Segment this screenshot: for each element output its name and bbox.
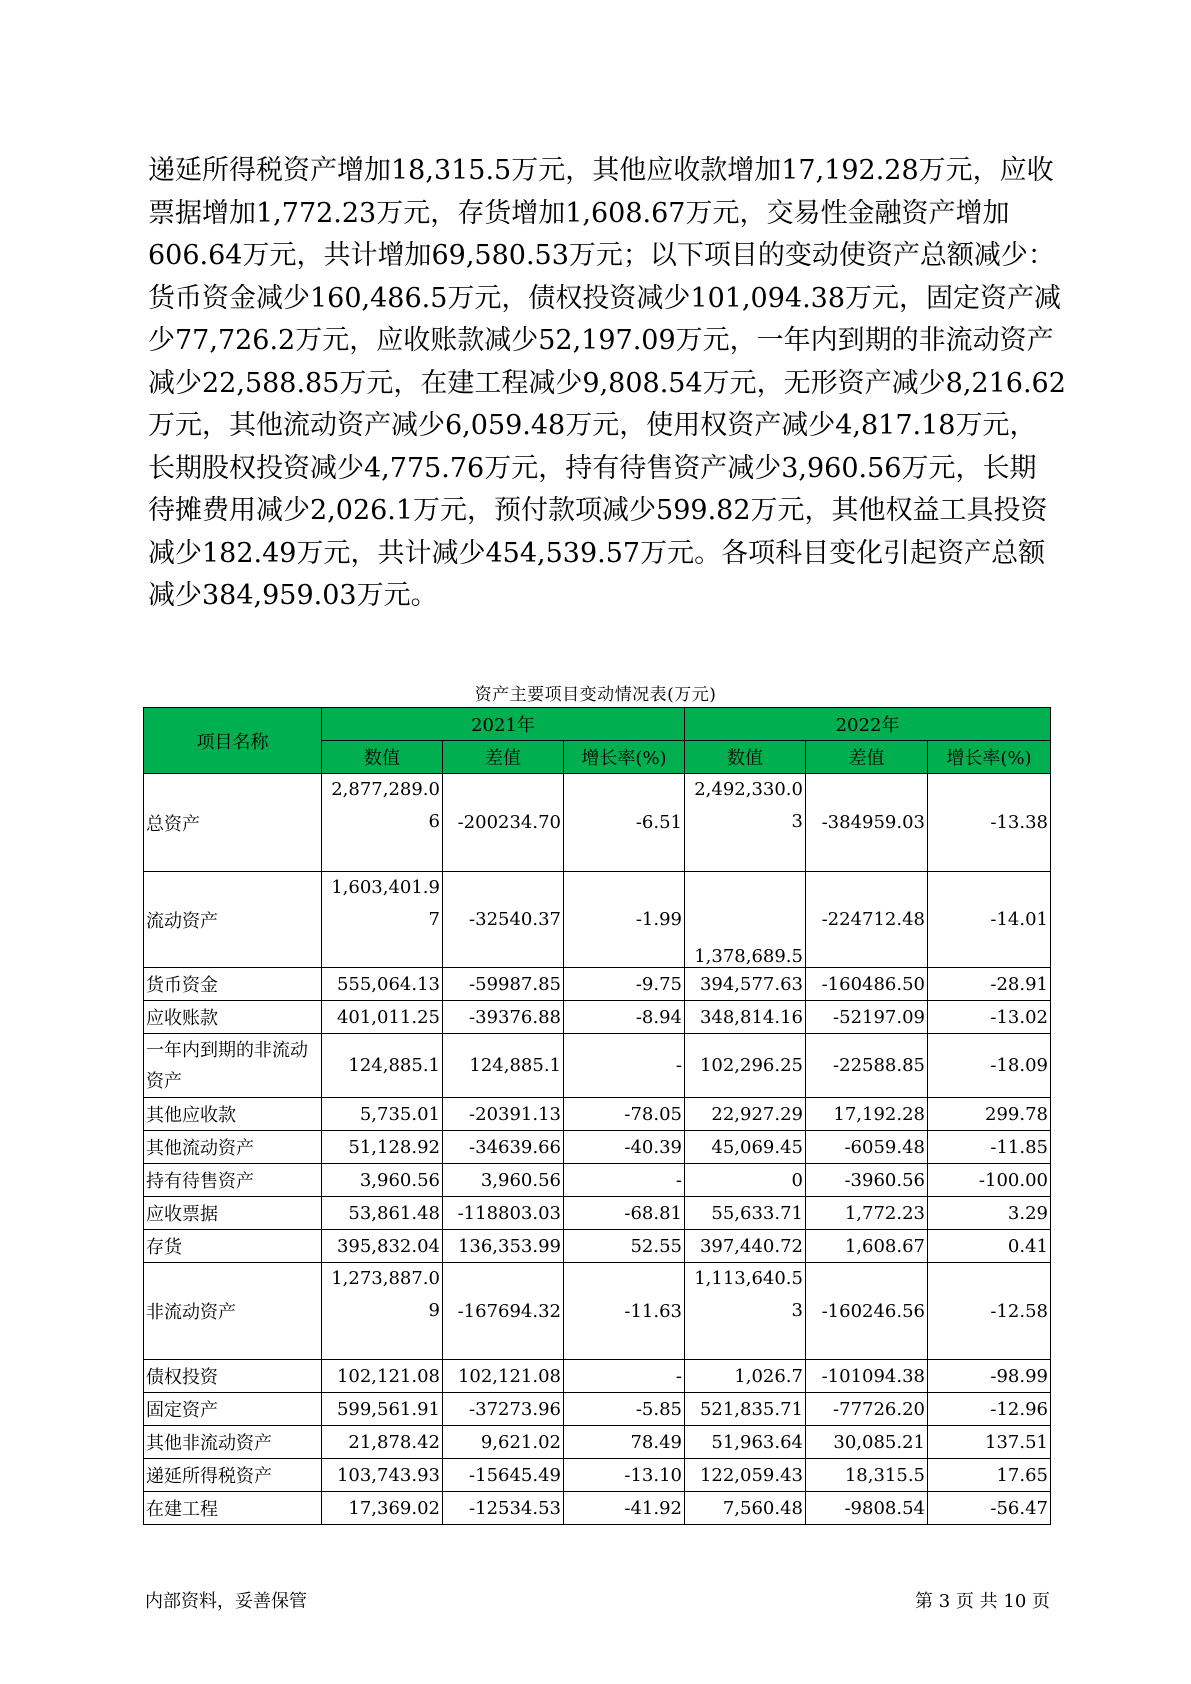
table-row (144, 1263, 1051, 1360)
table-caption: 资产主要项目变动情况表(万元) (474, 685, 717, 705)
cell-value-2022: 122,059.43 (685, 1459, 806, 1492)
cell-value-2021: 395,832.04 (322, 1230, 443, 1263)
header-growth: 增长率(%) (564, 741, 685, 774)
table-row (144, 968, 1051, 1001)
cell-diff-2021: -37273.96 (443, 1393, 564, 1426)
footer-confidential-note: 内部资料，妥善保管 (145, 1591, 307, 1612)
cell-growth-2021: -40.39 (564, 1131, 685, 1164)
cell-growth-2021: 52.55 (564, 1230, 685, 1263)
cell-value-2022: 397,440.72 (685, 1230, 806, 1263)
cell-growth-2021: - (564, 1034, 685, 1098)
table-row (144, 872, 1051, 968)
cell-value-2021: 53,861.48 (322, 1197, 443, 1230)
asset-change-table (143, 707, 1051, 1525)
cell-growth-2021: -8.94 (564, 1001, 685, 1034)
table-row (144, 1098, 1051, 1131)
cell-diff-2021: -15645.49 (443, 1459, 564, 1492)
row-name: 应收账款 (144, 1001, 322, 1034)
cell-diff-2022: -384959.03 (806, 774, 928, 872)
cell-growth-2021: -68.81 (564, 1197, 685, 1230)
cell-diff-2021: -34639.66 (443, 1131, 564, 1164)
cell-value-2022: 1,113,640.53 (685, 1263, 806, 1360)
cell-value-2022: 2,492,330.03 (685, 774, 806, 872)
cell-value-2021: 102,121.08 (322, 1360, 443, 1393)
header-diff: 差值 (443, 741, 564, 774)
row-name: 总资产 (144, 774, 322, 872)
cell-value-2021: 21,878.42 (322, 1426, 443, 1459)
footer-page-number: 第 3 页 共 10 页 (915, 1591, 1050, 1612)
paragraph-line: 万元，其他流动资产减少6,059.48万元，使用权资产减少4,817.18万元， (148, 410, 1037, 441)
cell-diff-2022: 1,608.67 (806, 1230, 928, 1263)
cell-value-2022: 51,963.64 (685, 1426, 806, 1459)
cell-diff-2021: 102,121.08 (443, 1360, 564, 1393)
row-name: 固定资产 (144, 1393, 322, 1426)
cell-diff-2021: -20391.13 (443, 1098, 564, 1131)
cell-growth-2022: -12.96 (928, 1393, 1051, 1426)
table-row (144, 1197, 1051, 1230)
cell-growth-2021: - (564, 1164, 685, 1197)
table-row (144, 1426, 1051, 1459)
cell-value-2022: 102,296.25 (685, 1034, 806, 1098)
cell-value-2021: 103,743.93 (322, 1459, 443, 1492)
cell-diff-2022: -52197.09 (806, 1001, 928, 1034)
cell-value-2022: 22,927.29 (685, 1098, 806, 1131)
cell-diff-2021: 136,353.99 (443, 1230, 564, 1263)
cell-growth-2021: - (564, 1360, 685, 1393)
paragraph-line: 长期股权投资减少4,775.76万元，持有待售资产减少3,960.56万元，长期 (148, 452, 1037, 484)
cell-growth-2021: -78.05 (564, 1098, 685, 1131)
cell-growth-2022: 17.65 (928, 1459, 1051, 1492)
row-name: 流动资产 (144, 872, 322, 968)
cell-growth-2022: -14.01 (928, 872, 1051, 968)
cell-value-2021: 51,128.92 (322, 1131, 443, 1164)
cell-value-2021: 2,877,289.06 (322, 774, 443, 872)
cell-value-2022: 521,835.71 (685, 1393, 806, 1426)
cell-value-2021: 1,273,887.09 (322, 1263, 443, 1360)
cell-value-2021: 3,960.56 (322, 1164, 443, 1197)
cell-diff-2021: 124,885.1 (443, 1034, 564, 1098)
row-name: 非流动资产 (144, 1263, 322, 1360)
header-value: 数值 (322, 741, 443, 774)
cell-diff-2021: 9,621.02 (443, 1426, 564, 1459)
cell-value-2022: 394,577.63 (685, 968, 806, 1001)
cell-growth-2022: -13.38 (928, 774, 1051, 872)
table-row (144, 1393, 1051, 1426)
paragraph-line: 减少384,959.03万元。 (148, 580, 438, 611)
cell-growth-2021: -6.51 (564, 774, 685, 872)
row-name: 存货 (144, 1230, 322, 1263)
header-diff: 差值 (806, 741, 928, 774)
cell-growth-2021: -41.92 (564, 1492, 685, 1525)
cell-value-2021: 1,603,401.97 (322, 872, 443, 968)
cell-value-2022: 7,560.48 (685, 1492, 806, 1525)
header-growth: 增长率(%) (928, 741, 1051, 774)
cell-growth-2022: 3.29 (928, 1197, 1051, 1230)
cell-value-2021: 555,064.13 (322, 968, 443, 1001)
row-name: 应收票据 (144, 1197, 322, 1230)
cell-growth-2021: -11.63 (564, 1263, 685, 1360)
cell-diff-2022: -6059.48 (806, 1131, 928, 1164)
cell-diff-2021: -118803.03 (443, 1197, 564, 1230)
row-name: 其他流动资产 (144, 1131, 322, 1164)
paragraph-line: 票据增加1,772.23万元，存货增加1,608.67万元，交易性金融资产增加 (148, 197, 1010, 229)
table-row (144, 1001, 1051, 1034)
row-name: 递延所得税资产 (144, 1459, 322, 1492)
cell-growth-2021: -5.85 (564, 1393, 685, 1426)
cell-diff-2021: -12534.53 (443, 1492, 564, 1525)
cell-diff-2022: -160486.50 (806, 968, 928, 1001)
cell-diff-2022: 1,772.23 (806, 1197, 928, 1230)
cell-diff-2021: -32540.37 (443, 872, 564, 968)
cell-diff-2022: 17,192.28 (806, 1098, 928, 1131)
paragraph-line: 待摊费用减少2,026.1万元，预付款项减少599.82万元，其他权益工具投资 (148, 495, 1048, 526)
row-name: 货币资金 (144, 968, 322, 1001)
cell-growth-2022: 137.51 (928, 1426, 1051, 1459)
cell-value-2022: 1,026.7 (685, 1360, 806, 1393)
cell-value-2022: 0 (685, 1164, 806, 1197)
cell-growth-2021: 78.49 (564, 1426, 685, 1459)
cell-diff-2022: -9808.54 (806, 1492, 928, 1525)
cell-growth-2022: -18.09 (928, 1034, 1051, 1098)
cell-growth-2022: -98.99 (928, 1360, 1051, 1393)
cell-diff-2021: 3,960.56 (443, 1164, 564, 1197)
cell-growth-2022: 0.41 (928, 1230, 1051, 1263)
row-name: 在建工程 (144, 1492, 322, 1525)
paragraph-line: 减少22,588.85万元，在建工程减少9,808.54万元，无形资产减少8,216.62 (148, 367, 1066, 399)
cell-value-2022: 1,378,689.5 (685, 872, 806, 968)
cell-growth-2021: -13.10 (564, 1459, 685, 1492)
paragraph-line: 减少182.49万元，共计减少454,539.57万元。各项科目变化引起资产总额 (148, 537, 1046, 569)
table-row (144, 774, 1051, 872)
row-name: 其他应收款 (144, 1098, 322, 1131)
cell-diff-2022: 18,315.5 (806, 1459, 928, 1492)
paragraph-line: 606.64万元，共计增加69,580.53万元；以下项目的变动使资产总额减少： (148, 240, 1055, 271)
cell-growth-2021: -1.99 (564, 872, 685, 968)
cell-value-2021: 124,885.1 (322, 1034, 443, 1098)
paragraph-line: 少77,726.2万元，应收账款减少52,197.09万元，一年内到期的非流动资产 (148, 325, 1054, 356)
cell-value-2021: 599,561.91 (322, 1393, 443, 1426)
table-row (144, 1360, 1051, 1393)
cell-diff-2022: -160246.56 (806, 1263, 928, 1360)
table-row (144, 1131, 1051, 1164)
cell-growth-2022: 299.78 (928, 1098, 1051, 1131)
cell-diff-2022: 30,085.21 (806, 1426, 928, 1459)
cell-diff-2021: -200234.70 (443, 774, 564, 872)
cell-value-2022: 348,814.16 (685, 1001, 806, 1034)
row-name: 其他非流动资产 (144, 1426, 322, 1459)
table-row (144, 1164, 1051, 1197)
cell-diff-2022: -22588.85 (806, 1034, 928, 1098)
row-name: 一年内到期的非流动资产 (144, 1034, 322, 1098)
row-name: 债权投资 (144, 1360, 322, 1393)
cell-growth-2022: -13.02 (928, 1001, 1051, 1034)
paragraph-line: 递延所得税资产增加18,315.5万元，其他应收款增加17,192.28万元，应收 (148, 155, 1054, 186)
cell-growth-2022: -100.00 (928, 1164, 1051, 1197)
row-name: 持有待售资产 (144, 1164, 322, 1197)
cell-growth-2022: -12.58 (928, 1263, 1051, 1360)
cell-diff-2021: -59987.85 (443, 968, 564, 1001)
cell-value-2021: 5,735.01 (322, 1098, 443, 1131)
header-year-2022: 2022年 (685, 708, 1051, 741)
cell-diff-2022: -224712.48 (806, 872, 928, 968)
table-row (144, 1230, 1051, 1263)
cell-value-2021: 401,011.25 (322, 1001, 443, 1034)
table-row (144, 1034, 1051, 1098)
cell-diff-2022: -77726.20 (806, 1393, 928, 1426)
header-value: 数值 (685, 741, 806, 774)
table-row (144, 1492, 1051, 1525)
header-year-2021: 2021年 (322, 708, 685, 741)
table-row (144, 1459, 1051, 1492)
header-item-name: 项目名称 (144, 708, 322, 774)
cell-growth-2022: -28.91 (928, 968, 1051, 1001)
cell-growth-2021: -9.75 (564, 968, 685, 1001)
cell-value-2021: 17,369.02 (322, 1492, 443, 1525)
cell-diff-2022: -101094.38 (806, 1360, 928, 1393)
cell-diff-2021: -39376.88 (443, 1001, 564, 1034)
cell-value-2022: 55,633.71 (685, 1197, 806, 1230)
body-paragraph (148, 150, 1066, 618)
cell-growth-2022: -56.47 (928, 1492, 1051, 1525)
paragraph-line: 货币资金减少160,486.5万元，债权投资减少101,094.38万元，固定资产减 (148, 282, 1062, 314)
cell-diff-2022: -3960.56 (806, 1164, 928, 1197)
cell-value-2022: 45,069.45 (685, 1131, 806, 1164)
cell-growth-2022: -11.85 (928, 1131, 1051, 1164)
cell-diff-2021: -167694.32 (443, 1263, 564, 1360)
